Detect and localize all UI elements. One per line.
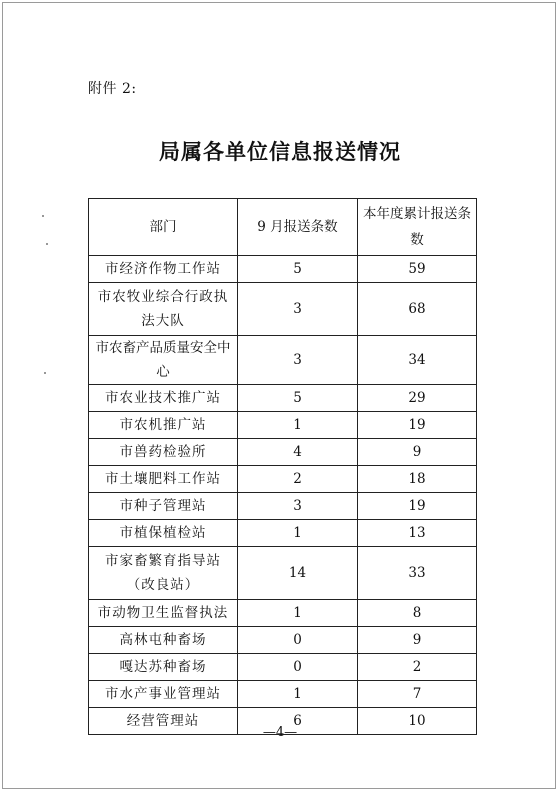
table-row bbox=[89, 547, 477, 600]
scan-speck bbox=[42, 215, 44, 217]
september-count: 1 bbox=[238, 600, 358, 627]
annual-total: 19 bbox=[358, 493, 477, 520]
september-count: 14 bbox=[238, 547, 358, 600]
annual-total: 34 bbox=[358, 336, 477, 385]
annual-total: 33 bbox=[358, 547, 477, 600]
table-row bbox=[89, 493, 477, 520]
annual-total: 18 bbox=[358, 466, 477, 493]
september-count: 2 bbox=[238, 466, 358, 493]
report-table bbox=[88, 198, 477, 735]
annual-total: 68 bbox=[358, 283, 477, 336]
header-annual-total: 本年度累计报送条数 bbox=[358, 199, 477, 256]
scan-speck bbox=[46, 243, 48, 245]
september-count: 3 bbox=[238, 336, 358, 385]
september-count: 1 bbox=[238, 681, 358, 708]
annual-total: 13 bbox=[358, 520, 477, 547]
department-name: 市土壤肥料工作站 bbox=[89, 466, 238, 493]
annual-total: 9 bbox=[358, 439, 477, 466]
department-name: 市家畜繁育指导站（改良站） bbox=[89, 547, 238, 600]
annual-total: 29 bbox=[358, 385, 477, 412]
department-name: 市植保植检站 bbox=[89, 520, 238, 547]
scan-speck bbox=[44, 372, 46, 374]
page-number: —4— bbox=[262, 725, 298, 740]
department-name: 市农牧业综合行政执法大队 bbox=[89, 283, 238, 336]
department-name: 高林屯种畜场 bbox=[89, 627, 238, 654]
table-row bbox=[89, 627, 477, 654]
september-count: 6 bbox=[238, 708, 358, 735]
department-name: 经营管理站 bbox=[89, 708, 238, 735]
september-count: 3 bbox=[238, 493, 358, 520]
attachment-label: 附件 2: bbox=[88, 81, 137, 97]
department-name: 市种子管理站 bbox=[89, 493, 238, 520]
table-row bbox=[89, 654, 477, 681]
annual-total: 2 bbox=[358, 654, 477, 681]
department-name: 市农业技术推广站 bbox=[89, 385, 238, 412]
september-count: 1 bbox=[238, 412, 358, 439]
annual-total: 19 bbox=[358, 412, 477, 439]
department-name: 市水产事业管理站 bbox=[89, 681, 238, 708]
annual-total: 8 bbox=[358, 600, 477, 627]
annual-total: 9 bbox=[358, 627, 477, 654]
department-name: 市经济作物工作站 bbox=[89, 256, 238, 283]
department-name: 市农机推广站 bbox=[89, 412, 238, 439]
annual-total: 59 bbox=[358, 256, 477, 283]
september-count: 3 bbox=[238, 283, 358, 336]
table-row bbox=[89, 283, 477, 336]
annual-total: 10 bbox=[358, 708, 477, 735]
department-name: 市动物卫生监督执法 bbox=[89, 600, 238, 627]
table-row bbox=[89, 412, 477, 439]
september-count: 0 bbox=[238, 627, 358, 654]
header-september-count: 9 月报送条数 bbox=[238, 199, 358, 256]
header-department: 部门 bbox=[89, 199, 238, 256]
september-count: 5 bbox=[238, 385, 358, 412]
table-row bbox=[89, 256, 477, 283]
september-count: 1 bbox=[238, 520, 358, 547]
september-count: 4 bbox=[238, 439, 358, 466]
table-row bbox=[89, 336, 477, 385]
table-row bbox=[89, 466, 477, 493]
document-title: 局属各单位信息报送情况 bbox=[159, 139, 401, 164]
annual-total: 7 bbox=[358, 681, 477, 708]
table-row bbox=[89, 681, 477, 708]
table-row bbox=[89, 439, 477, 466]
september-count: 5 bbox=[238, 256, 358, 283]
table-row bbox=[89, 385, 477, 412]
september-count: 0 bbox=[238, 654, 358, 681]
department-name: 嘎达苏种畜场 bbox=[89, 654, 238, 681]
table-row bbox=[89, 520, 477, 547]
department-name: 市农畜产品质量安全中心 bbox=[89, 336, 238, 385]
department-name: 市兽药检验所 bbox=[89, 439, 238, 466]
table-header-row bbox=[89, 199, 477, 256]
table-row bbox=[89, 600, 477, 627]
